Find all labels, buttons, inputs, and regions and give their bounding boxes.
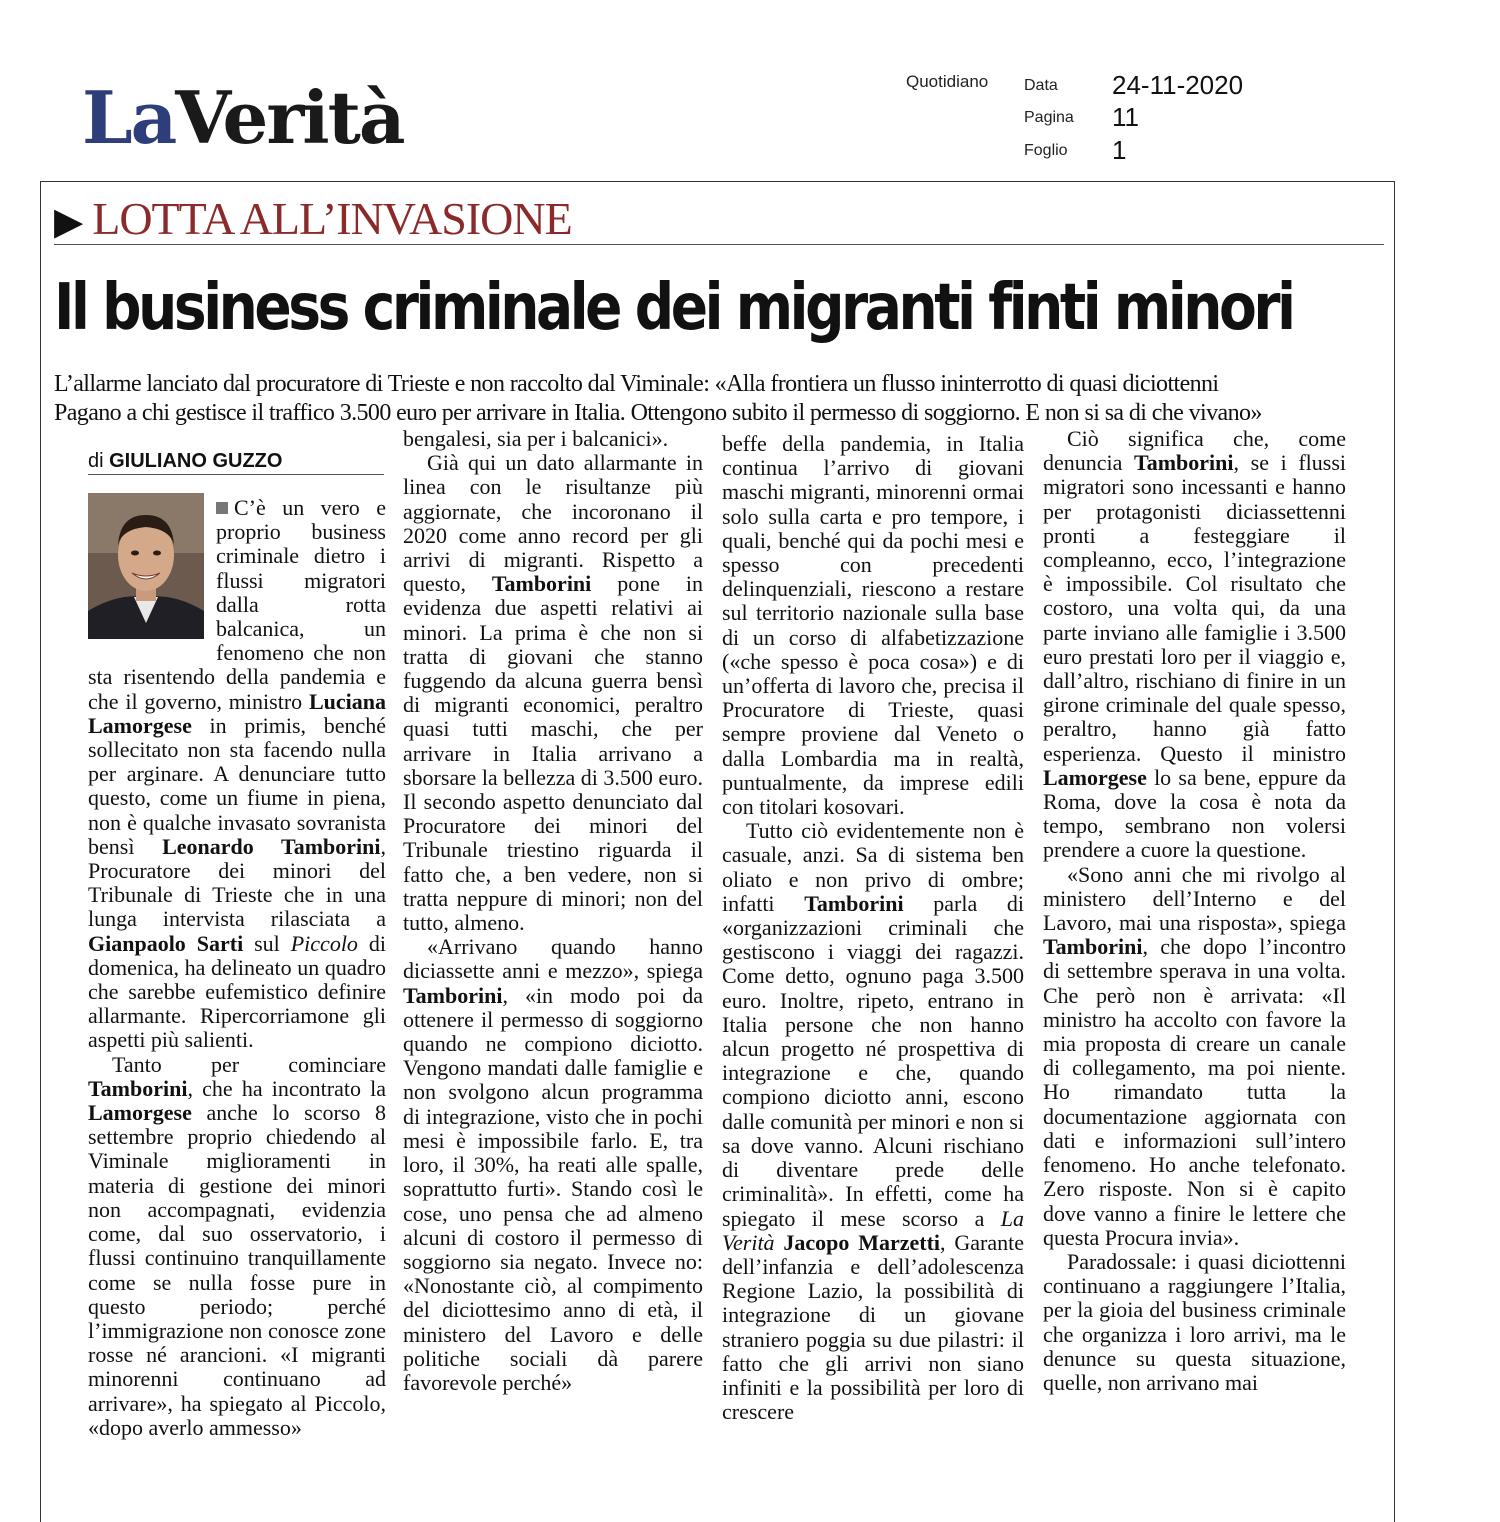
byline: di GIULIANO GUZZO: [88, 450, 283, 472]
column-1: [88, 496, 386, 1440]
paragraph: C’è un vero e proprio business criminale dietro i flussi migratori dalla rotta balcanica, un fenomeno che non sta risentendo della pandemia e che il governo, ministro Luciana Lamorgese in primis, benché sollecitato non sta facendo nulla per arginare. A denunciare tutto questo, come un fiume in piena, non è qualche invasato sovranista bensì Leonardo Tamborini, Procuratore dei minori del Tribunale di Trieste che in una lunga intervista rilasciata a Gianpaolo Sarti sul Piccolo di domenica, ha delineato un quadro che sarebbe eufemistico definire allarmante. Ripercorriamone gli aspetti più salienti.: [88, 495, 386, 1053]
paragraph: Già qui un dato allarmante in linea con le risultanze più aggiornate, che incoronano il 2020 come anno record per gli arrivi di migranti. Rispetto a questo, Tamborini pone in evidenza due aspetti relativi ai minori. La prima è che non si tratta di giovani che stanno fuggendo da alcuna guerra bensì di migranti economici, peraltro quasi tutti maschi, che per arrivare in Italia arrivano a sborsare la bellezza di 3.500 euro. Il secondo aspetto denunciato dal Procuratore dei minori del Tribunale triestino riguarda il fatto che, a ben vedere, non si tratta neppure di minori; non del tutto, almeno.: [403, 450, 703, 936]
column-2: [403, 427, 703, 1395]
paragraph: Ciò significa che, come denuncia Tamborini, se i flussi migratori sono incessanti e hanno per protagonisti diciassettenni pronti a festeggiare il compleanno, ecco, l’integrazione è impossibile. Col risultato che costoro, una volta qui, da una parte inviano alle famiglie i 3.500 euro prestati loro per il viaggio e, dall’altro, rischiano di finire in un girone criminale del quale spesso, peraltro, hanno già fatto esperienza. Questo il ministro Lamorgese lo sa bene, eppure da Roma, dove la cosa è nota da tempo, sembrano non volersi prendere a cuore la questione.: [1043, 426, 1346, 863]
byline-rule: [88, 474, 384, 475]
column-4: [1043, 427, 1346, 1395]
paragraph: Tutto ciò evidentemente non è casuale, anzi. Sa di sistema ben oliato e non privo di ombre; infatti Tamborini parla di «organizzazioni criminali che gestiscono i viaggi dei ragazzi. Come detto, ognuno paga 3.500 euro. Inoltre, ripeto, entrano in Italia persone che non hanno alcun progetto né prospettiva di integrazione e che, quando compiono diciotto anni, escono dalle comunità per minori e non si sa dove vanno. Alcuni rischiano di diventare prede delle criminalità». In effetti, come ha spiegato il mese scorso a La Verità Jacopo Marzetti, Garante dell’infanzia e dell’adolescenza Regione Lazio, la possibilità di integrazione di un giovane straniero poggia su due pilastri: il fatto che gli arrivi non siano infiniti e la possibilità per loro di crescere: [722, 818, 1024, 1425]
section-kicker: ▶ LOTTA ALL’INVASIONE: [54, 193, 572, 244]
deck-line-2: Pagano a chi gestisce il traffico 3.500 euro per arrivare in Italia. Ottengono subito il permesso di soggiorno. E non si sa di che vivano»: [54, 401, 1262, 425]
paragraph: «Sono anni che mi rivolgo al ministero dell’Interno e del Lavoro, mai una risposta», spiega Tamborini, che dopo l’incontro di settembre sperava in una volta. Che però non è arrivata: «Il ministro ha accolto con favore la mia proposta di creare un canale di collegamento, ma poi niente. Ho rimandato tutta la documentazione aggiornata con dati e informazioni sull’intero fenomeno. Ho anche telefonato. Zero risposte. Non si è capito dove vanno a finire le lettere che questa Procura invia».: [1043, 861, 1346, 1250]
publication-kind: Quotidiano: [906, 72, 989, 91]
date-value: 24-11-2020: [1112, 70, 1244, 100]
paragraph: «Arrivano quando hanno diciassette anni e mezzo», spiega Tamborini, «in modo poi da ottenere il permesso di soggiorno quando ne compiono diciotto. Vengono mandati dalle famiglie e non svolgono alcun programma di integrazione, visto che in pochi mesi è impossibile farlo. E, tra loro, il 30%, ha reati alle spalle, soprattutto furti». Stando così le cose, uno pensa che ad almeno alcuni di costoro il permesso di soggiorno sia negato. Invece no: «Nonostante ciò, al compimento del diciottesimo anno di età, il ministero del Lavoro e delle politiche sociali dà parere favorevole perché»: [403, 934, 703, 1395]
paragraph: beffe della pandemia, in Italia continua l’arrivo di giovani maschi migranti, minorenni ormai solo sulla carta e pro tempore, i quali, benché qui da pochi mesi e spesso con precedenti delinquenziali, riescono a restare sul territorio nazionale sulla base di un corso di alfabetizzazione («che spesso è poca cosa») e di un’offerta di lavoro che, precisa il Procuratore di Trieste, quasi sempre proviene dal Veneto o dalla Lombardia ma in realtà, puntualmente, da imprese edili con titolari kosovari.: [722, 431, 1024, 820]
page-value: 11: [1112, 102, 1139, 132]
lead-square-icon: [216, 502, 228, 514]
sheet-value: 1: [1112, 135, 1127, 165]
deck-line-1: L’allarme lanciato dal procuratore di Trieste e non raccolto dal Viminale: «Alla frontiera un flusso ininterrotto di quasi diciottenni: [54, 372, 1219, 396]
kicker-rule: [54, 244, 1384, 245]
newspaper-logo: LaVerità: [82, 75, 404, 160]
page-label: Pagina: [1024, 109, 1074, 126]
paragraph: Paradossale: i quasi diciottenni continuano a raggiungere l’Italia, per la gioia del business criminale che organizza i loro arrivi, ma le denunce su questa situazione, quelle, non arrivano mai: [1043, 1248, 1346, 1395]
paragraph: Tanto per cominciare Tamborini, che ha incontrato la Lamorgese anche lo scorso 8 settembre proprio chiedendo al Viminale miglioramenti in materia di gestione dei minori non accompagnati, evidenzia come, dal suo osservatorio, i flussi continuino tranquillamente come se nulla fosse pure in questo periodo; perché l’immigrazione non conosce zone rosse né arancioni. «I migranti minorenni continuano ad arrivare», ha spiegato al Piccolo, «dopo averlo ammesso»: [88, 1051, 386, 1440]
date-label: Data: [1024, 77, 1058, 94]
sheet-label: Foglio: [1024, 142, 1068, 159]
column-3: [722, 432, 1024, 1424]
kicker-arrow-icon: ▶: [54, 201, 83, 243]
paragraph: bengalesi, sia per i balcanici».: [403, 426, 669, 451]
headline: Il business criminale dei migranti finti minori: [54, 271, 1293, 345]
